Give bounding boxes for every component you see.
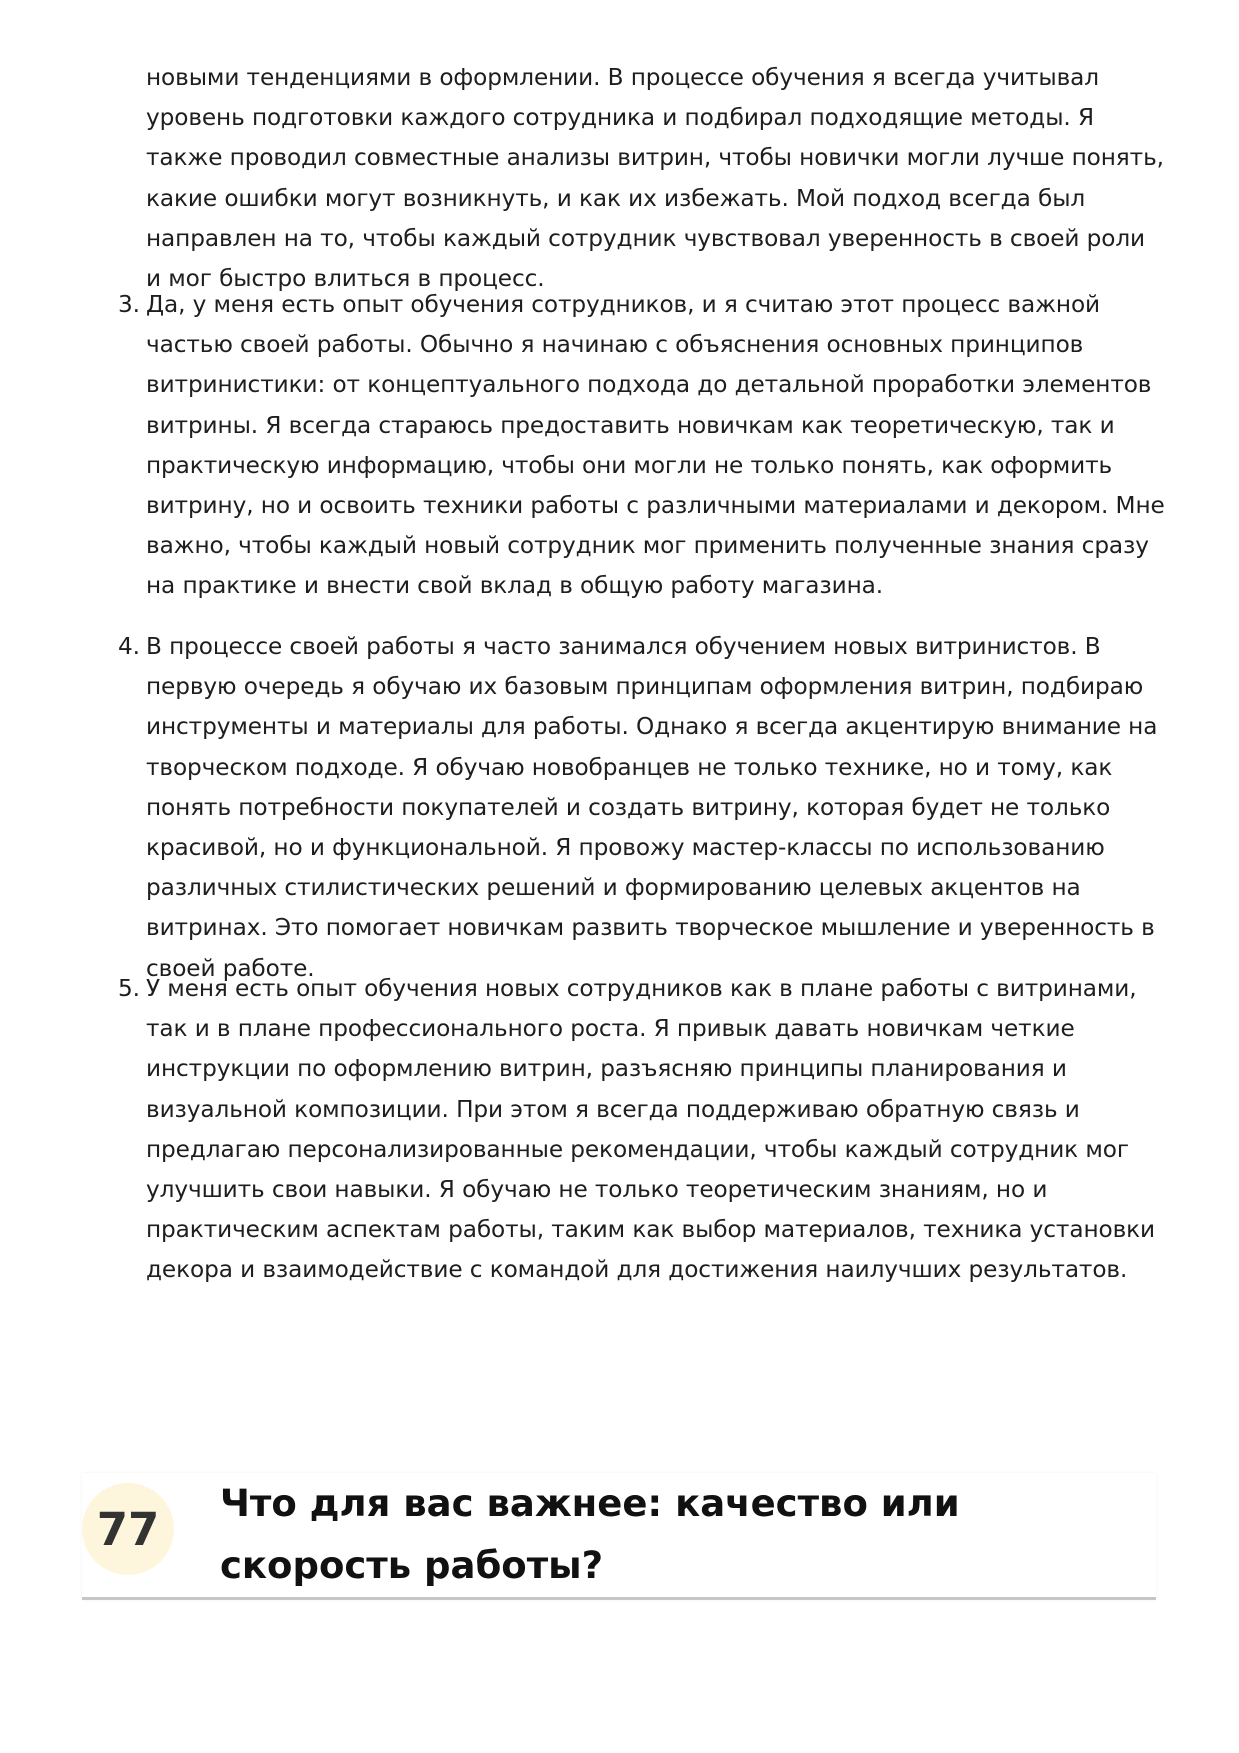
answer-number: 4. — [118, 633, 140, 660]
continued-answer-text: новыми тенденциями в оформлении. В процессе обучения я всегда учитывал уровень подготовки каждого сотрудника и подбирал подходящие методы. Я также проводил совместные анализы витрин, чтобы новички могли лучше понять, какие ошибки могут возникнуть, и как их избежать. Мой подход всегда был направлен на то, чтобы каждый сотрудник чувствовал уверенность в своей роли и мог быстро влиться в процесс. — [146, 64, 1164, 293]
answer-text: У меня есть опыт обучения новых сотрудников как в плане работы с витринами, так и в плане профессионального роста. Я привык давать новичкам четкие инструкции по оформлению витрин, разъясняю принципы планирования и визуальной композиции. При этом я всегда поддерживаю обратную связь и предлагаю персонализированные рекомендации, чтобы каждый сотрудник мог улучшить свои навыки. Я обучаю не только теоретическим знаниям, но и практическим аспектам работы, таким как выбор материалов, техника установки декора и взаимодействие с командой для достижения наилучших результатов. — [146, 975, 1156, 1284]
answer-text: В процессе своей работы я часто занимался обучением новых витринистов. В первую очередь я обучаю их базовым принципам оформления витрин, подбираю инструменты и материалы для работы. Однако я всегда акцентирую внимание на творческом подходе. Я обучаю новобранцев не только технике, но и тому, как понять потребности покупателей и создать витрину, которая будет не только красивой, но и функциональной. Я провожу мастер-классы по использованию различных стилистических решений и формированию целевых акцентов на витринах. Это помогает новичкам развить творческое мышление и уверенность в своей работе. — [146, 633, 1158, 982]
question-divider — [82, 1597, 1156, 1600]
answer-text: Да, у меня есть опыт обучения сотрудников, и я считаю этот процесс важной частью своей работы. Обычно я начинаю с объяснения основных принципов витринистики: от концептуального подхода до детальной проработки элементов витрины. Я всегда стараюсь предоставить новичкам как теоретическую, так и практическую информацию, чтобы они могли не только понять, как оформить витрину, но и освоить техники работы с различными материалами и декором. Мне важно, чтобы каждый новый сотрудник мог применить полученные знания сразу на практике и внести свой вклад в общую работу магазина. — [146, 291, 1165, 600]
answer-number: 3. — [118, 291, 140, 318]
answer-number: 5. — [118, 975, 140, 1002]
answer-item-3 — [118, 285, 1178, 607]
question-title: Что для вас важнее: качество или скорость работы? — [220, 1482, 960, 1587]
answer-item-4 — [118, 627, 1178, 989]
answer-item-5 — [118, 969, 1178, 1291]
question-number-badge: 77 — [82, 1483, 174, 1575]
